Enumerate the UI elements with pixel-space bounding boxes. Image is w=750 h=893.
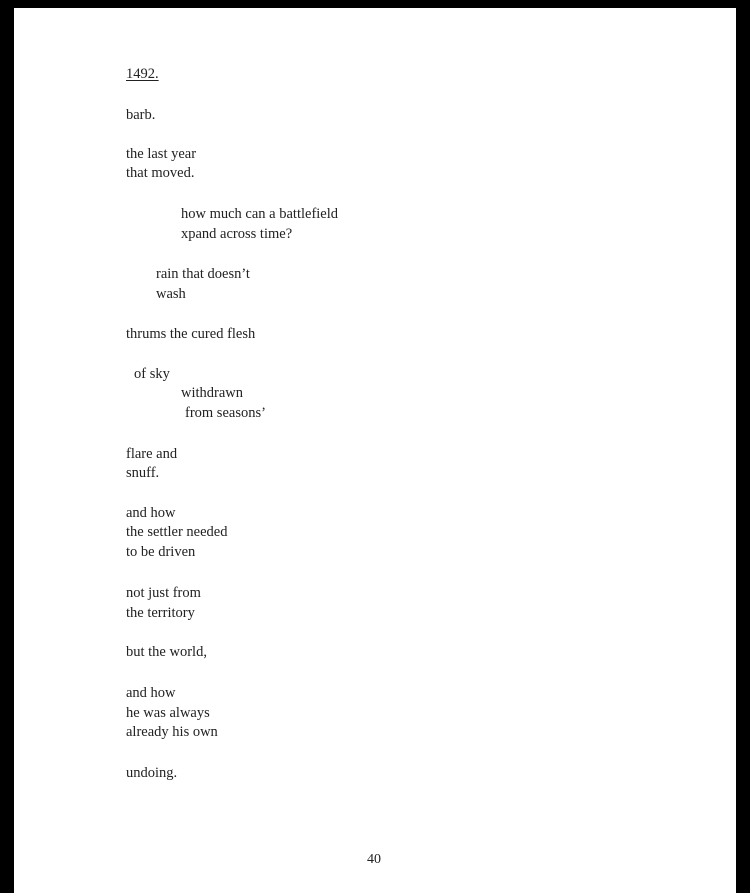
poem-line: that moved. (126, 165, 195, 181)
poem-line: withdrawn (181, 385, 244, 401)
poem-line: of sky (134, 366, 170, 382)
poem-line: barb. (126, 107, 156, 123)
poem-line: snuff. (126, 465, 160, 481)
poem-line: xpand across time? (181, 226, 293, 242)
poem-line: flare and (126, 446, 178, 462)
poem-line: he was always (126, 705, 210, 721)
poem-line: rain that doesn’t (156, 266, 250, 282)
poem-line: undoing. (126, 765, 178, 781)
poem-line: wash (156, 286, 186, 302)
poem-line: not just from (126, 585, 201, 601)
poem-line: and how (126, 505, 176, 521)
page-number: 40 (367, 852, 381, 867)
poem-line: the last year (126, 146, 197, 162)
poem-line: how much can a battlefield (181, 206, 339, 222)
poem-line: from seasons’ (185, 405, 266, 421)
poem-line: to be driven (126, 544, 196, 560)
poem-line: the settler needed (126, 524, 228, 540)
document-page (14, 8, 736, 893)
poem-line: but the world, (126, 644, 207, 660)
poem-title: 1492. (126, 66, 159, 82)
poem-line: and how (126, 685, 176, 701)
poem-line: the territory (126, 605, 195, 621)
poem-line: thrums the cured flesh (126, 326, 256, 342)
poem-line: already his own (126, 724, 218, 740)
